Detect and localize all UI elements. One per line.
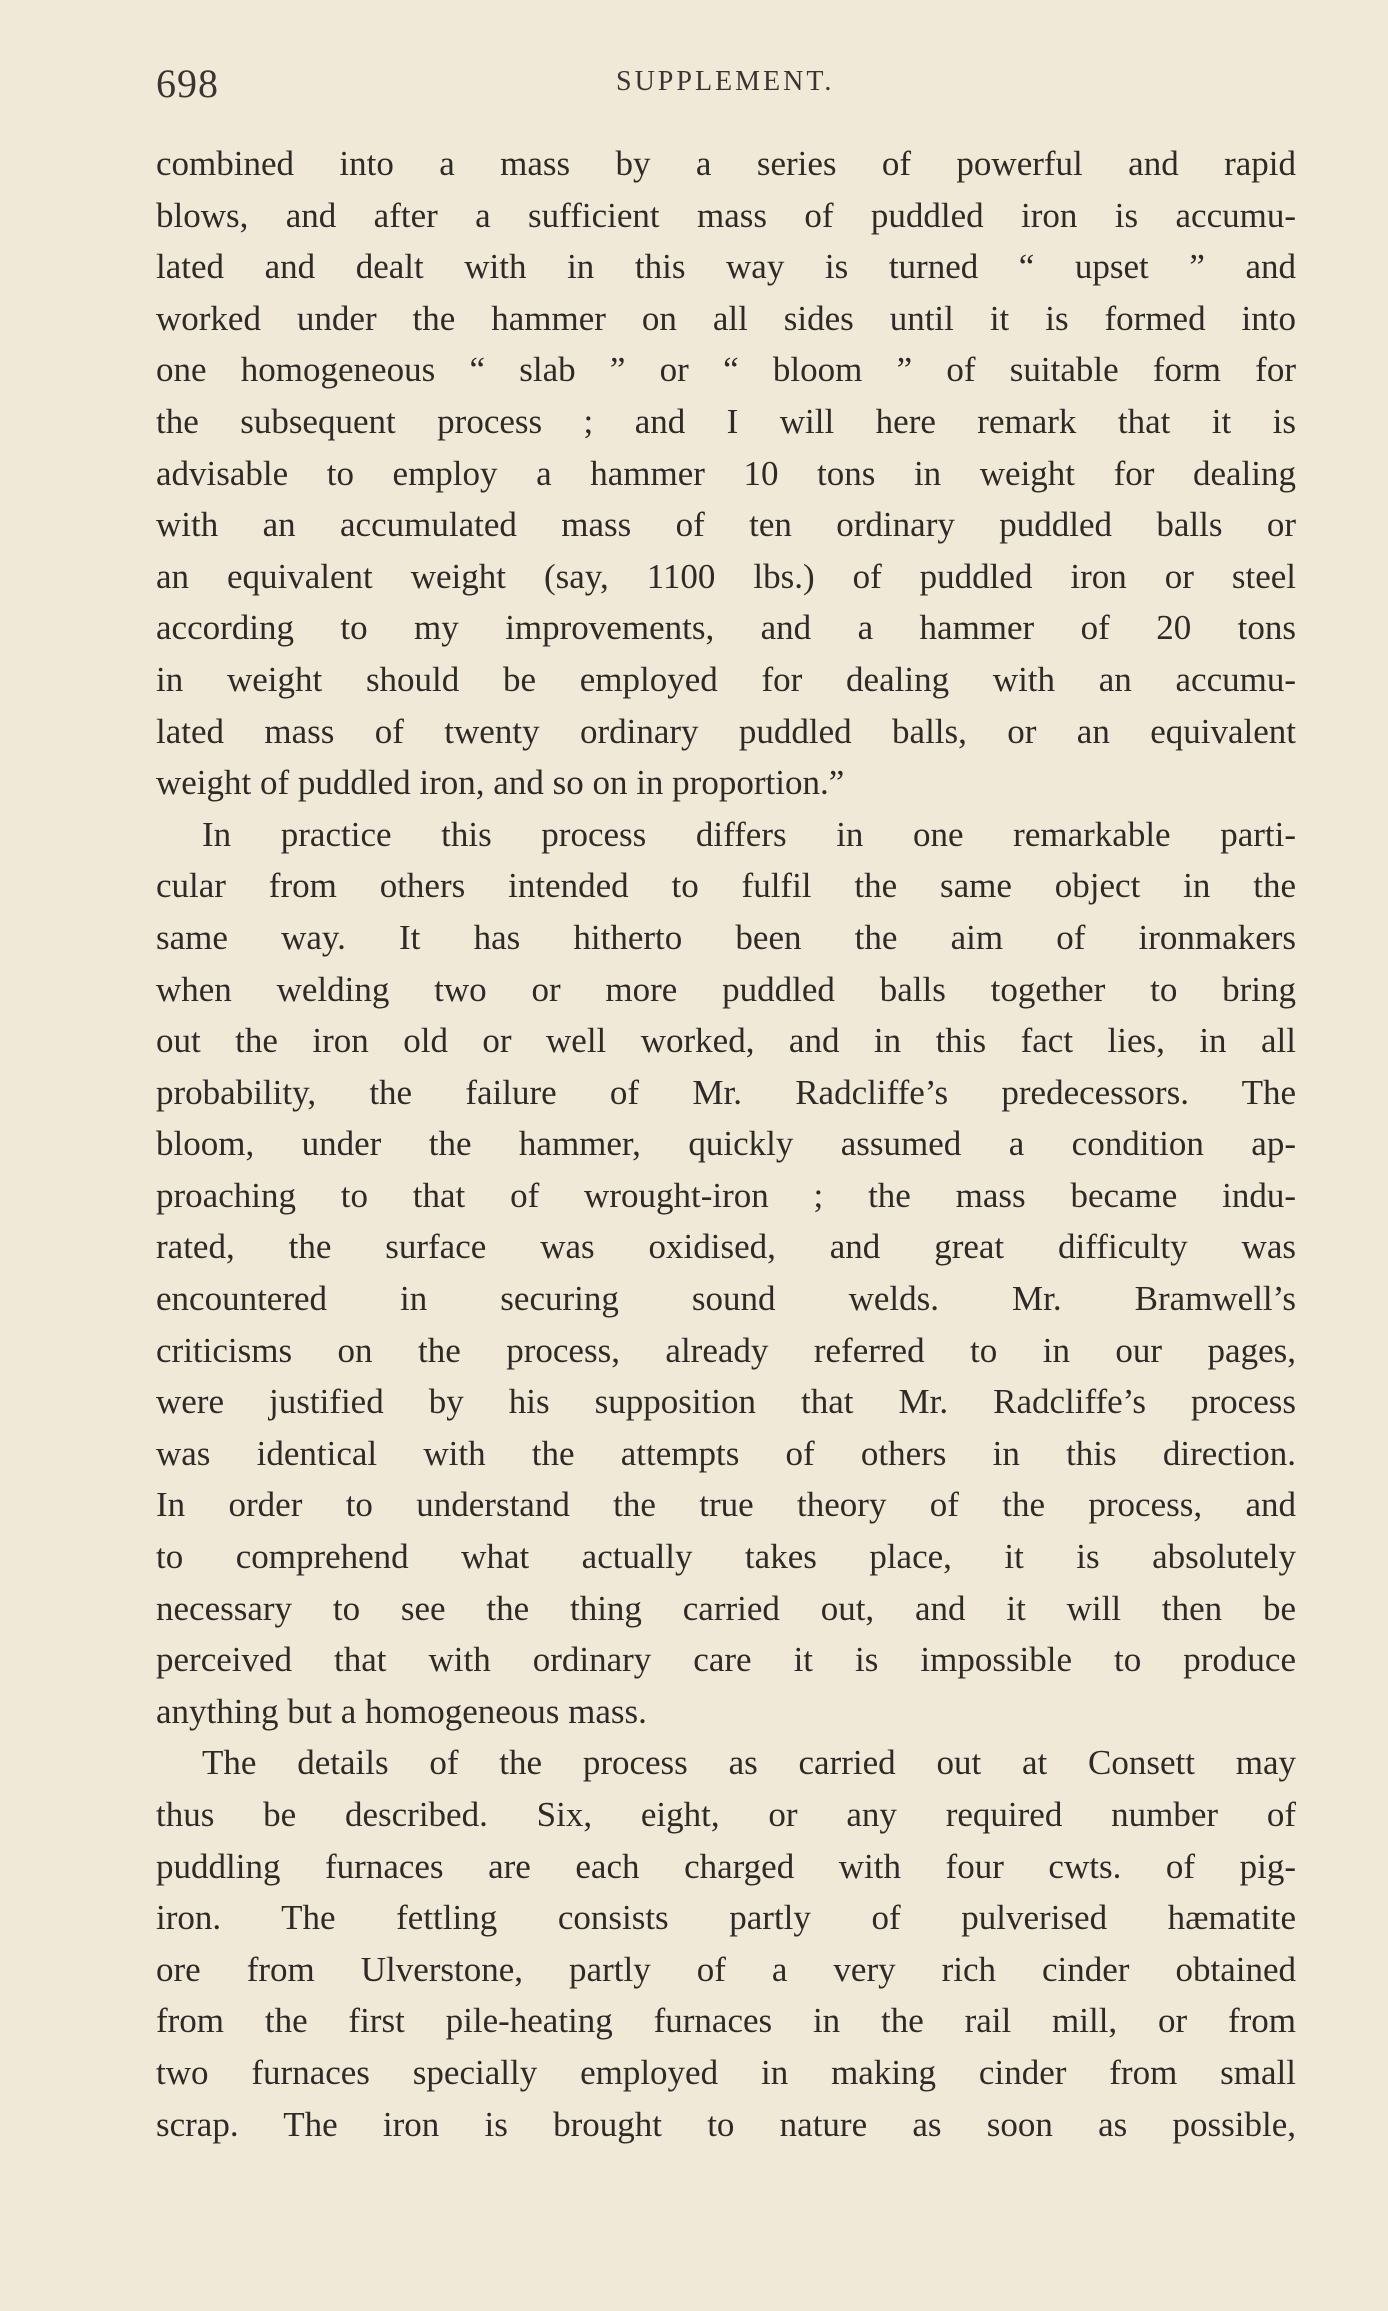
text-line: iron. The fettling consists partly of pulverised hæmatite (156, 1898, 1296, 1938)
text-line: from the first pile-heating furnaces in the rail mill, or from (156, 2001, 1296, 2041)
paragraph-start-line: In practice this process differs in one remarkable parti- (202, 814, 1296, 854)
page-number: 698 (156, 61, 219, 106)
text-line: with an accumulated mass of ten ordinary puddled balls or (156, 505, 1296, 545)
text-line: criticisms on the process, already referred to in our pages, (156, 1330, 1296, 1370)
paragraph-start-line: The details of the process as carried out at Consett may (202, 1743, 1296, 1783)
text-line: according to my improvements, and a hammer of 20 tons (156, 608, 1296, 648)
text-line: advisable to employ a hammer 10 tons in weight for dealing (156, 453, 1296, 493)
text-line: ore from Ulverstone, partly of a very rich cinder obtained (156, 1949, 1296, 1989)
text-line: in weight should be employed for dealing with an accumu- (156, 659, 1296, 699)
text-line: rated, the surface was oxidised, and great difficulty was (156, 1227, 1296, 1267)
text-line: proaching to that of wrought-iron ; the mass became indu- (156, 1175, 1296, 1215)
running-head: SUPPLEMENT. (616, 66, 835, 97)
text-line: were justified by his supposition that Mr. Radcliffe’s process (156, 1382, 1296, 1422)
text-line: perceived that with ordinary care it is impossible to produce (156, 1640, 1296, 1680)
text-line: bloom, under the hammer, quickly assumed a condition ap- (156, 1124, 1296, 1164)
text-line: scrap. The iron is brought to nature as soon as possible, (156, 2104, 1296, 2144)
text-line: lated and dealt with in this way is turned “ upset ” and (156, 247, 1296, 287)
text-line: encountered in securing sound welds. Mr. Bramwell’s (156, 1279, 1296, 1319)
text-line: puddling furnaces are each charged with four cwts. of pig- (156, 1846, 1296, 1886)
text-line: thus be described. Six, eight, or any required number of (156, 1795, 1296, 1834)
text-line: two furnaces specially employed in making cinder from small (156, 2052, 1296, 2092)
text-line: In order to understand the true theory of the process, and (156, 1485, 1296, 1525)
text-line: combined into a mass by a series of powerful and rapid (156, 144, 1296, 183)
text-line: an equivalent weight (say, 1100 lbs.) of puddled iron or steel (156, 556, 1296, 596)
text-line: weight of puddled iron, and so on in proportion.” (156, 763, 845, 803)
text-line: same way. It has hitherto been the aim of ironmakers (156, 917, 1296, 957)
text-line: to comprehend what actually takes place, it is absolutely (156, 1537, 1296, 1577)
text-line: blows, and after a sufficient mass of puddled iron is accumu- (156, 195, 1296, 235)
text-line: out the iron old or well worked, and in this fact lies, in all (156, 1021, 1296, 1061)
text-line: worked under the hammer on all sides until it is formed into (156, 298, 1296, 338)
text-line: lated mass of twenty ordinary puddled balls, or an equivalent (156, 711, 1296, 751)
page-header (156, 60, 1296, 110)
text-line: necessary to see the thing carried out, and it will then be (156, 1588, 1296, 1628)
text-line: probability, the failure of Mr. Radcliffe’s predecessors. The (156, 1072, 1296, 1112)
text-line: when welding two or more puddled balls together to bring (156, 969, 1296, 1009)
text-line: anything but a homogeneous mass. (156, 1691, 647, 1731)
body-text (156, 138, 1296, 2150)
text-line: one homogeneous “ slab ” or “ bloom ” of suitable form for (156, 350, 1296, 390)
text-line: the subsequent process ; and I will here remark that it is (156, 401, 1296, 441)
text-line: was identical with the attempts of others in this direction. (156, 1433, 1296, 1473)
text-line: cular from others intended to fulfil the same object in the (156, 866, 1296, 906)
